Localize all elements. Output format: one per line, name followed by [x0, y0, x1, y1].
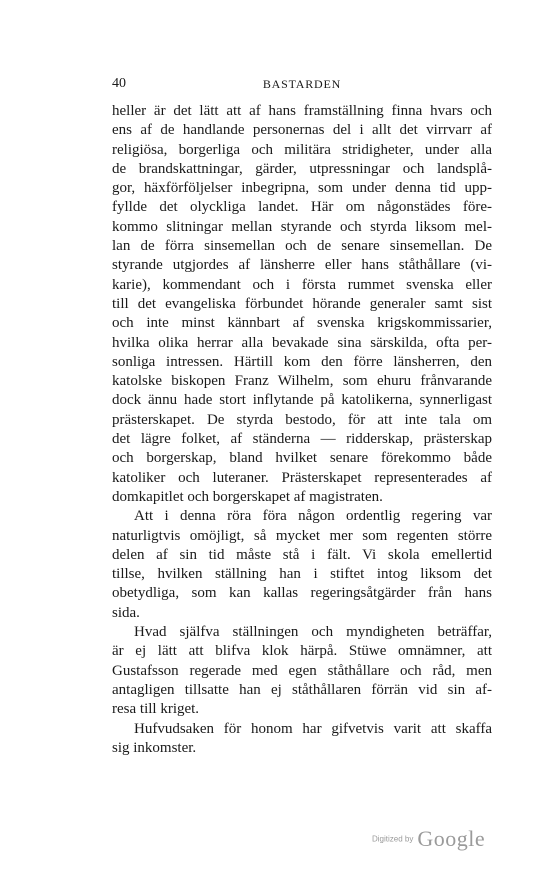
- text-line: katoliker och luteraner. Prästerskapet representerades af: [112, 469, 492, 486]
- text-line: är ej lätt att blifva klok härpå. Stüwe omnämner, att: [112, 643, 492, 660]
- text-line: hvilka olika herrar alla bevakade sina särskilda, ofta per-: [112, 334, 492, 351]
- text-line: Hvad själfva ställningen och myndigheten beträffar,: [134, 624, 492, 641]
- text-line: kommo slitningar mellan styrande och styrda liksom mel-: [112, 218, 492, 235]
- text-line: tillse, hvilken ställning han i stiftet intog liksom det: [112, 566, 492, 583]
- text-line: lan de förra sinsemellan och de senare sinsemellan. De: [112, 238, 492, 255]
- text-line: och inte minst kännbart af svenska krigskommissarier,: [112, 315, 492, 332]
- page-header: [112, 76, 492, 94]
- page-number: 40: [112, 76, 126, 91]
- text-line: styrande utgjordes af länsherre eller hans ståthållare (vi-: [112, 257, 492, 274]
- text-line: dock ännu hade stort inflytande på katolikerna, synnerligast: [112, 392, 492, 409]
- text-line: Gustafsson regerade med egen ståthållare och råd, men: [112, 662, 492, 679]
- text-line: antagligen tillsatte han ej ståthållaren förrän vid sin af-: [112, 681, 492, 698]
- text-line: Att i denna röra föra någon ordentlig regering var: [134, 508, 492, 525]
- digitized-label: Digitized by: [372, 834, 414, 844]
- text-line: prästerskapet. De styrda bestodo, för att inte tala om: [112, 411, 492, 428]
- text-line: det lägre folket, af ständerna — ridderskap, prästerskap: [112, 431, 492, 448]
- text-line: Hufvudsaken för honom har gifvetvis varit att skaffa: [134, 720, 492, 737]
- text-line: sida.: [112, 604, 140, 621]
- text-line: fyllde det olyckliga landet. Här om någonstädes före-: [112, 199, 492, 216]
- text-line: religiösa, borgerliga och militära stridigheter, under alla: [112, 141, 492, 158]
- running-title: BASTARDEN: [262, 77, 342, 91]
- text-line: obetydliga, som kan kallas regeringsåtgärder från hans: [112, 585, 492, 602]
- text-line: gor, häxförföljelser inbegripna, som under denna tid upp-: [112, 180, 492, 197]
- text-line: sig inkomster.: [112, 739, 197, 756]
- body-text: [112, 102, 492, 758]
- text-line: heller är det lätt att af hans framställning finna hvars och: [112, 103, 492, 119]
- text-line: karie), kommendant och i första rummet svenska eller: [112, 276, 492, 293]
- paragraph: [112, 623, 492, 719]
- paragraph: [112, 102, 492, 507]
- google-logo: Google: [417, 826, 486, 851]
- digitized-watermark: [372, 826, 485, 852]
- text-line: sonliga intressen. Härtill kom den förre länsherren, den: [112, 353, 492, 370]
- text-line: resa till kriget.: [112, 701, 200, 718]
- text-line: katolske biskopen Franz Wilhelm, som ehuru frånvarande: [112, 373, 492, 390]
- paragraph: [112, 720, 492, 759]
- text-line: de brandskattningar, gärder, utpressningar och landsplå-: [112, 160, 492, 177]
- text-line: delen af sin tid måste stå i fält. Vi skola emellertid: [112, 546, 492, 563]
- text-line: naturligtvis omöjligt, så mycket mer som regenten större: [112, 527, 492, 544]
- paragraph: [112, 507, 492, 623]
- text-line: ens af de handlande personernas del i allt det virrvarr af: [112, 122, 492, 139]
- text-line: till det evangeliska förbundet hörande generaler samt sist: [112, 295, 492, 312]
- text-line: domkapitlet och borgerskapet af magistraten.: [112, 488, 383, 505]
- text-line: och borgerskap, bland hvilket senare förekommo både: [112, 450, 492, 467]
